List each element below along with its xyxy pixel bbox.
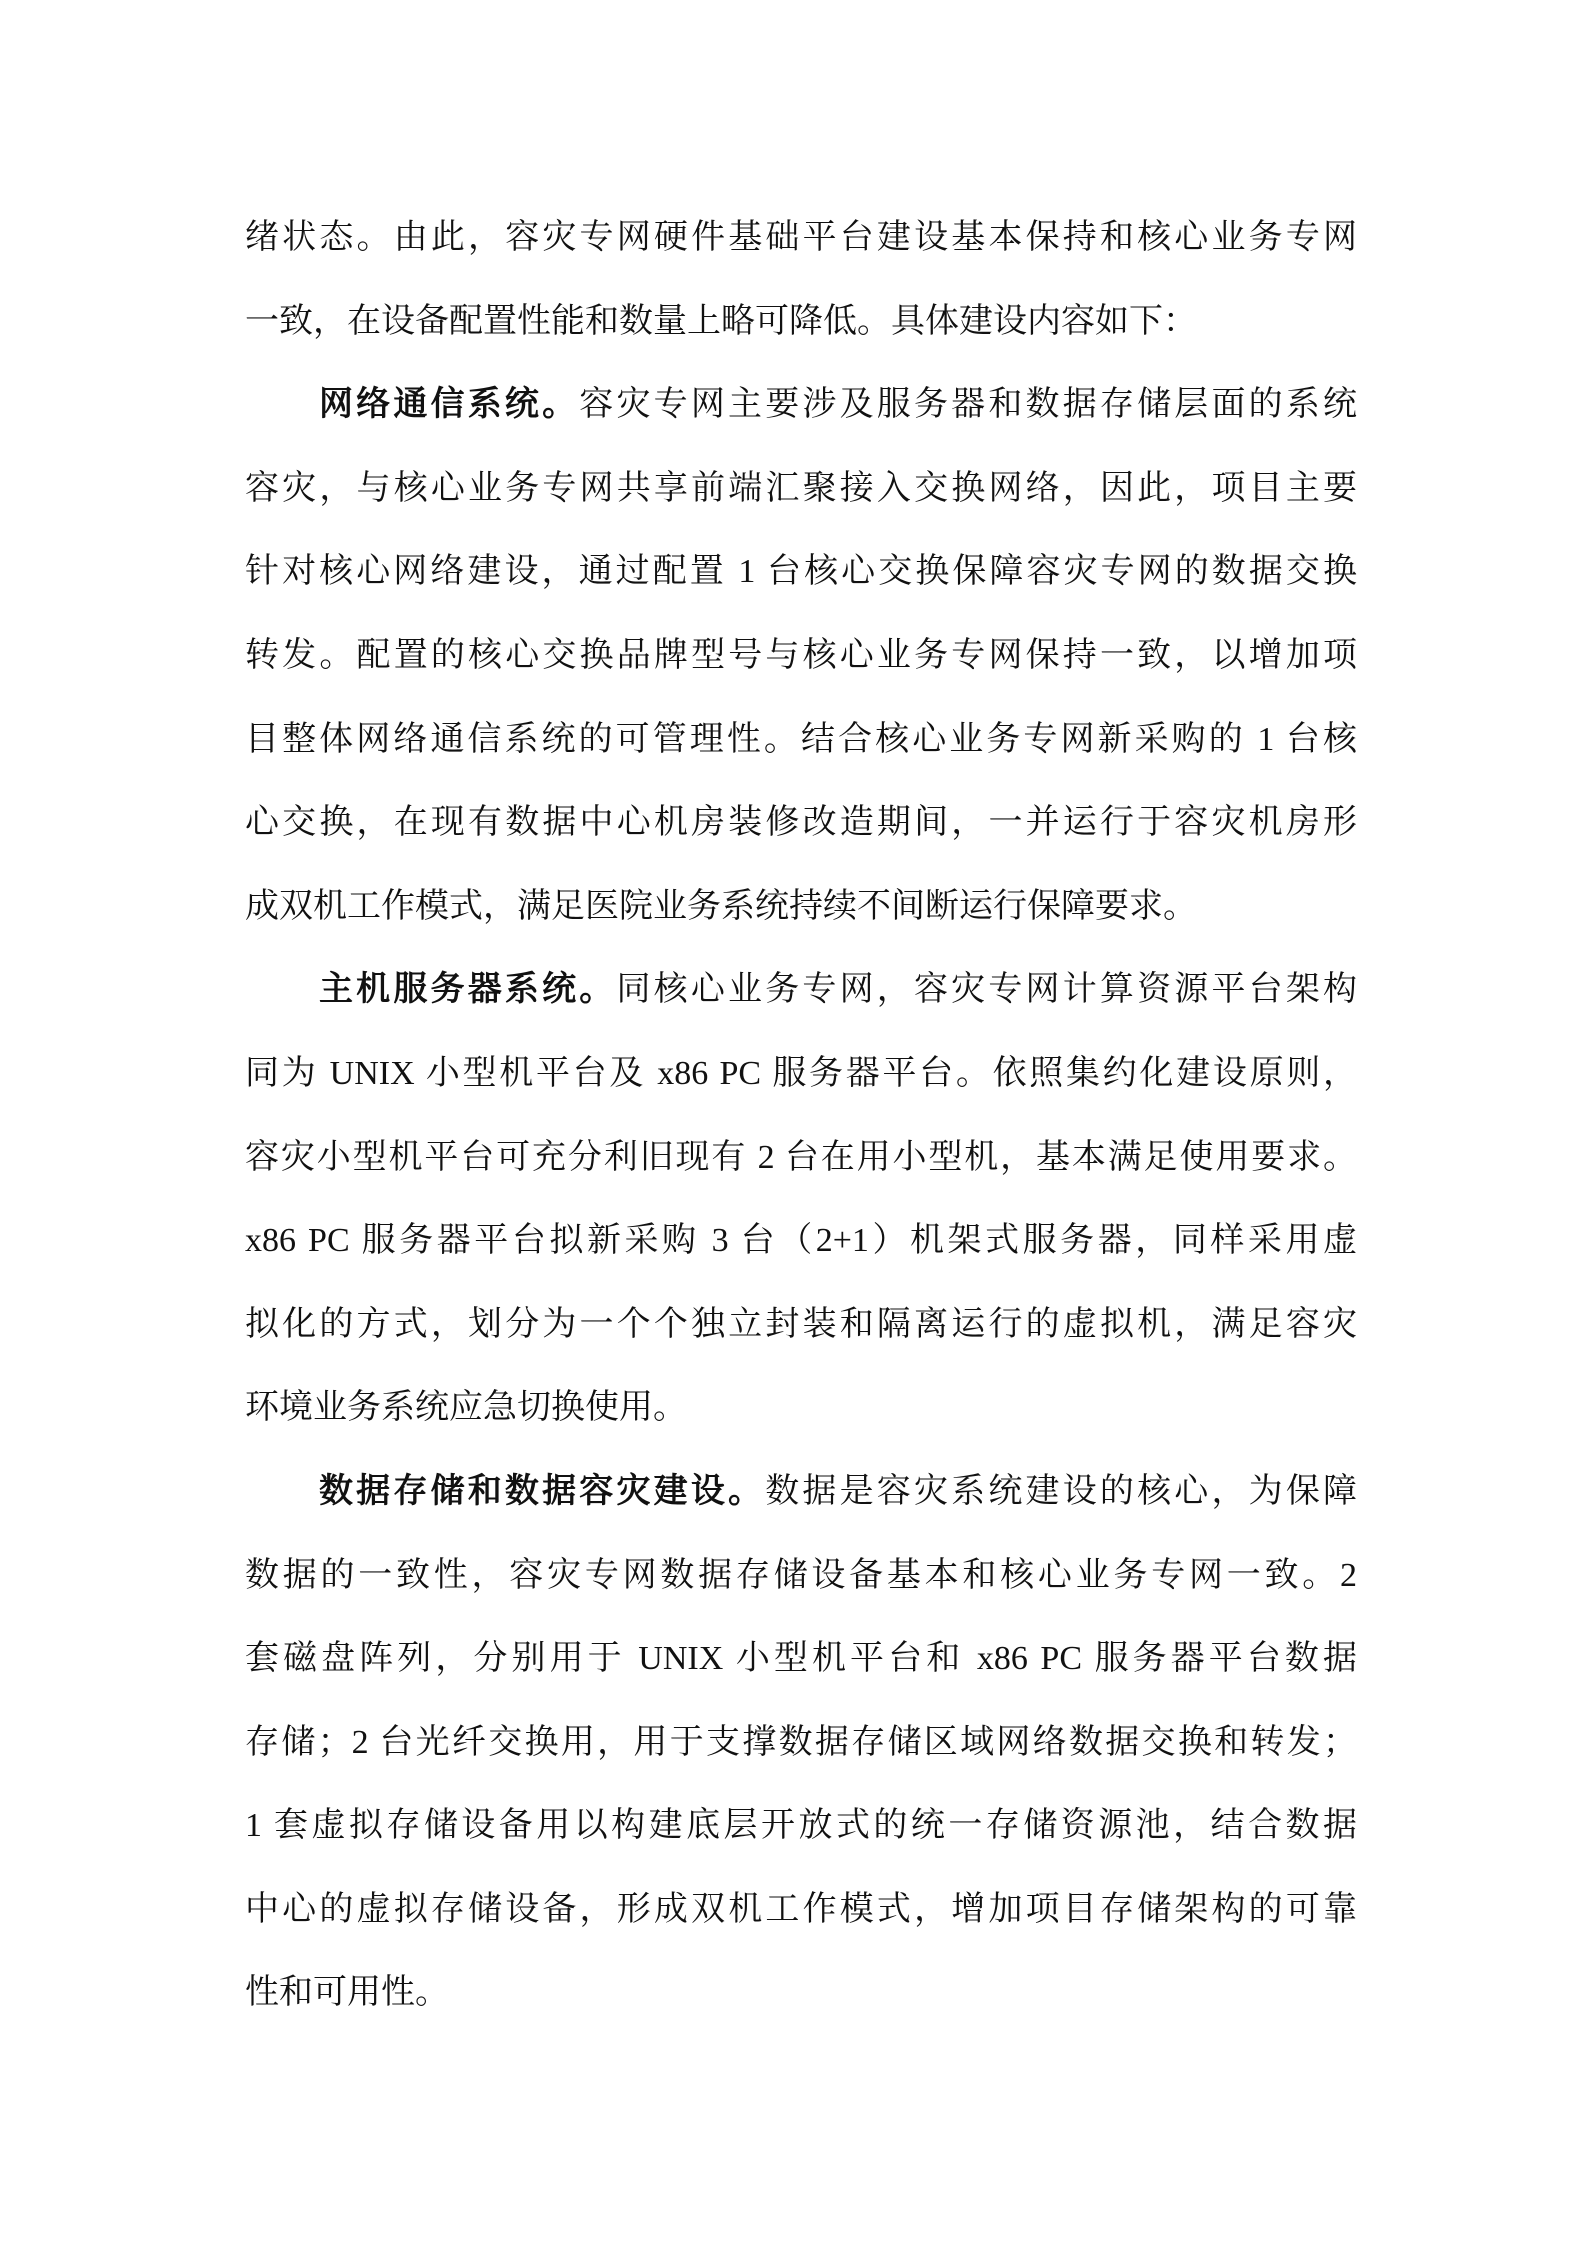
line-text: 中心的虚拟存储设备，形成双机工作模式，增加项目存储架构的可靠 <box>245 1890 1357 1928</box>
text-line <box>245 948 1357 1032</box>
paragraph <box>245 948 1357 1450</box>
paragraph-heading: 网络通信系统。 <box>319 386 580 424</box>
line-text: 存储；2 台光纤交换用，用于支撑数据存储区域网络数据交换和转发； <box>245 1723 1357 1761</box>
line-text: 环境业务系统应急切换使用。 <box>245 1389 687 1427</box>
text-line <box>245 196 1357 280</box>
line-text: 同为 UNIX 小型机平台及 x86 PC 服务器平台。依照集约化建设原则， <box>245 1054 1357 1092</box>
text-line <box>245 1032 1357 1116</box>
text-line <box>245 1366 1357 1450</box>
paragraph <box>245 196 1357 363</box>
line-text: 性和可用性。 <box>245 1974 449 2012</box>
text-line <box>245 1116 1357 1200</box>
paragraph <box>245 363 1357 948</box>
line-text: 拟化的方式，划分为一个个独立封装和隔离运行的虚拟机，满足容灾 <box>245 1305 1357 1343</box>
line-text: 成双机工作模式，满足医院业务系统持续不间断运行保障要求。 <box>245 887 1197 925</box>
line-text: 目整体网络通信系统的可管理性。结合核心业务专网新采购的 1 台核 <box>245 720 1357 758</box>
line-text: 转发。配置的核心交换品牌型号与核心业务专网保持一致，以增加项 <box>245 636 1357 674</box>
text-line <box>245 1450 1357 1534</box>
paragraph-heading: 数据存储和数据容灾建设。 <box>319 1472 766 1510</box>
text-line <box>245 530 1357 614</box>
line-text: 套磁盘阵列，分别用于 UNIX 小型机平台和 x86 PC 服务器平台数据 <box>245 1640 1357 1678</box>
line-text: 心交换，在现有数据中心机房装修改造期间，一并运行于容灾机房形 <box>245 804 1357 842</box>
text-line <box>245 280 1357 364</box>
text-line <box>245 781 1357 865</box>
line-text: 一致，在设备配置性能和数量上略可降低。具体建设内容如下： <box>245 302 1197 340</box>
text-line <box>245 1283 1357 1367</box>
text-line <box>245 1534 1357 1618</box>
text-line <box>245 1199 1357 1283</box>
text-line <box>245 447 1357 531</box>
text-line <box>245 614 1357 698</box>
line-text: 容灾小型机平台可充分利旧现有 2 台在用小型机，基本满足使用要求。 <box>245 1138 1357 1176</box>
text-line <box>245 865 1357 949</box>
line-text: 绪状态。由此，容灾专网硬件基础平台建设基本保持和核心业务专网 <box>245 219 1357 256</box>
text-line <box>245 363 1357 447</box>
line-text: 数据是容灾系统建设的核心，为保障 <box>765 1472 1358 1510</box>
line-text: 容灾，与核心业务专网共享前端汇聚接入交换网络，因此，项目主要 <box>245 469 1357 507</box>
line-text: 1 套虚拟存储设备用以构建底层开放式的统一存储资源池，结合数据 <box>245 1807 1357 1845</box>
text-line <box>245 698 1357 782</box>
line-text: 同核心业务专网，容灾专网计算资源平台架构 <box>616 971 1358 1009</box>
line-text: x86 PC 服务器平台拟新采购 3 台（2+1）机架式服务器，同样采用虚 <box>245 1222 1357 1260</box>
document-body <box>245 196 1357 2035</box>
text-line <box>245 1617 1357 1701</box>
line-text: 容灾专网主要涉及服务器和数据存储层面的系统 <box>579 386 1357 424</box>
line-text: 针对核心网络建设，通过配置 1 台核心交换保障容灾专网的数据交换 <box>245 553 1357 591</box>
text-line <box>245 1868 1357 1952</box>
text-line <box>245 1784 1357 1868</box>
text-line <box>245 1701 1357 1785</box>
paragraph-heading: 主机服务器系统。 <box>319 971 617 1009</box>
paragraph <box>245 1450 1357 2035</box>
text-line <box>245 1951 1357 2035</box>
line-text: 数据的一致性，容灾专网数据存储设备基本和核心业务专网一致。2 <box>245 1556 1357 1594</box>
